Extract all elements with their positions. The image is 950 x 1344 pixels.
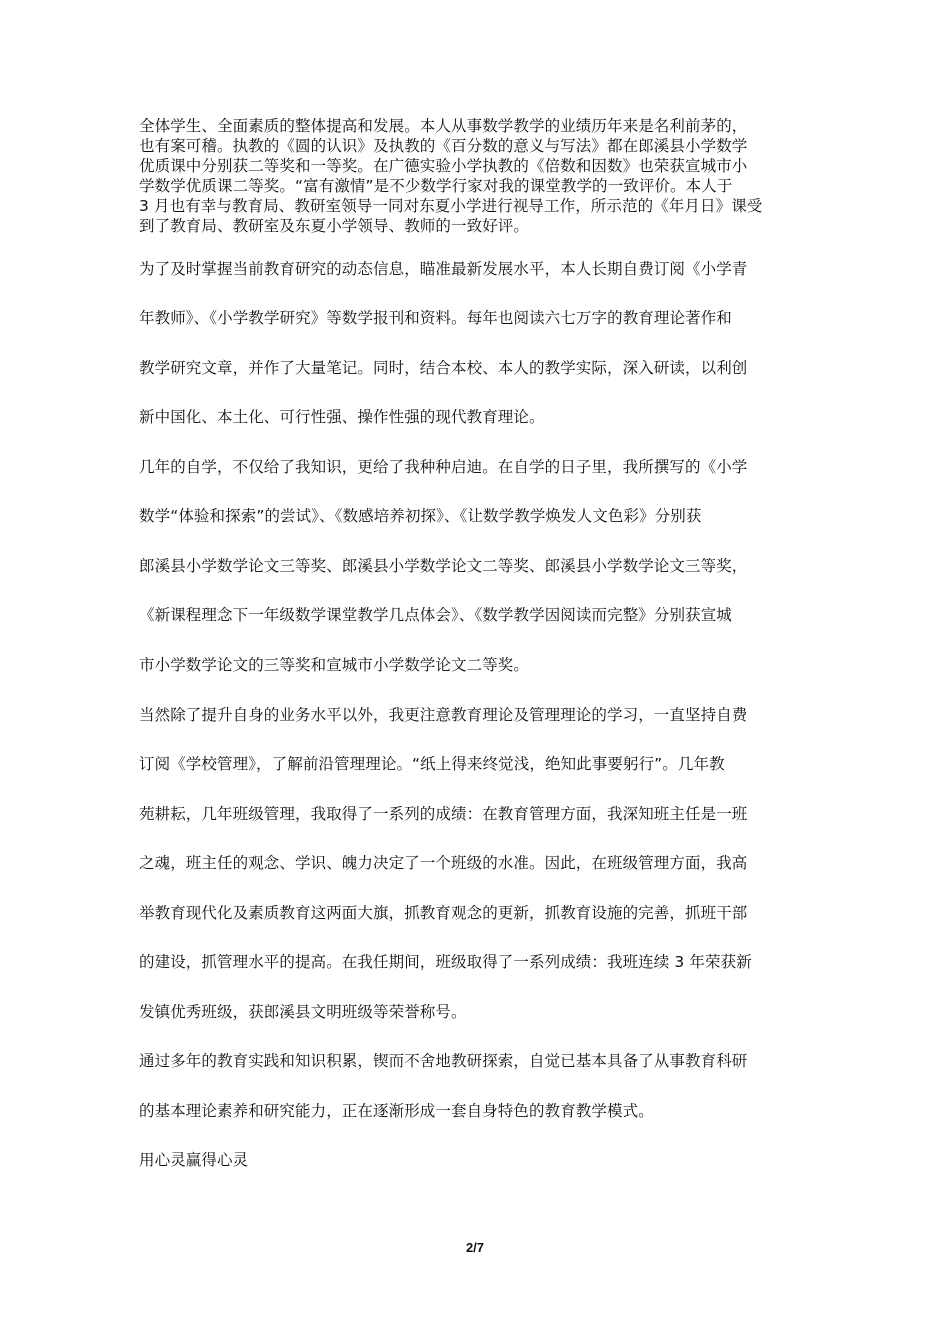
section-heading: 用心灵赢得心灵 [139,1151,249,1169]
text-line: 通过多年的教育实践和知识积累，锲而不舍地教研探索，自觉已基本具备了从事教育科研 [139,1052,748,1070]
text-line: 学数学优质课二等奖。“富有激情”是不少数学行家对我的课堂教学的一致评价。本人于 [139,177,733,195]
text-line: 3 月也有幸与教育局、教研室领导一同对东夏小学进行视导工作，所示范的《年月日》课受 [139,197,763,215]
text-line: 的建设，抓管理水平的提高。在我任期间，班级取得了一系列成绩：我班连续 3 年荣获新 [139,953,752,971]
text-line: 《新课程理念下一年级数学课堂教学几点体会》、《数学教学因阅读而完整》分别获宣城 [139,606,732,624]
text-line: 郎溪县小学数学论文三等奖、郎溪县小学数学论文二等奖、郎溪县小学数学论文三等奖， [139,557,748,575]
text-line: 到了教育局、教研室及东夏小学领导、教师的一致好评。 [139,217,530,235]
page-number: 2/7 [465,1240,485,1255]
text-line: 举教育现代化及素质教育这两面大旗，抓教育观念的更新，抓教育设施的完善，抓班干部 [139,904,748,922]
text-line: 当然除了提升自身的业务水平以外，我更注意教育理论及管理理论的学习，一直坚持自费 [139,706,748,724]
text-line: 苑耕耘，几年班级管理，我取得了一系列的成绩：在教育管理方面，我深知班主任是一班 [139,805,748,823]
text-line: 年教师》、《小学教学研究》等数学报刊和资料。每年也阅读六七万字的教育理论著作和 [139,309,732,327]
text-line: 的基本理论素养和研究能力，正在逐渐形成一套自身特色的教育教学模式。 [139,1102,654,1120]
text-line: 数学“体验和探索”的尝试》、《数感培养初探》、《让数学教学焕发人文色彩》分别获 [139,507,702,525]
text-line: 新中国化、本土化、可行性强、操作性强的现代教育理论。 [139,408,545,426]
text-line: 也有案可稽。执教的《圆的认识》及执教的《百分数的意义与写法》都在郎溪县小学数学 [139,137,748,155]
text-line: 发镇优秀班级，获郎溪县文明班级等荣誉称号。 [139,1003,467,1021]
text-line: 几年的自学，不仅给了我知识，更给了我种种启迪。在自学的日子里，我所撰写的《小学 [139,458,748,476]
text-line: 之魂，班主任的观念、学识、魄力决定了一个班级的水准。因此，在班级管理方面，我高 [139,854,748,872]
text-line: 市小学数学论文的三等奖和宣城市小学数学论文二等奖。 [139,656,530,674]
text-line: 为了及时掌握当前教育研究的动态信息，瞄准最新发展水平，本人长期自费订阅《小学青 [139,260,748,278]
text-line: 全体学生、全面素质的整体提高和发展。本人从事数学教学的业绩历年来是名利前茅的， [139,117,748,135]
text-line: 教学研究文章，并作了大量笔记。同时，结合本校、本人的教学实际，深入研读，以利创 [139,359,748,377]
text-line: 订阅《学校管理》，了解前沿管理理论。“纸上得来终觉浅，绝知此事要躬行”。几年教 [139,755,725,773]
text-line: 优质课中分别获二等奖和一等奖。在广德实验小学执教的《倍数和因数》也荣获宣城市小 [139,157,748,175]
